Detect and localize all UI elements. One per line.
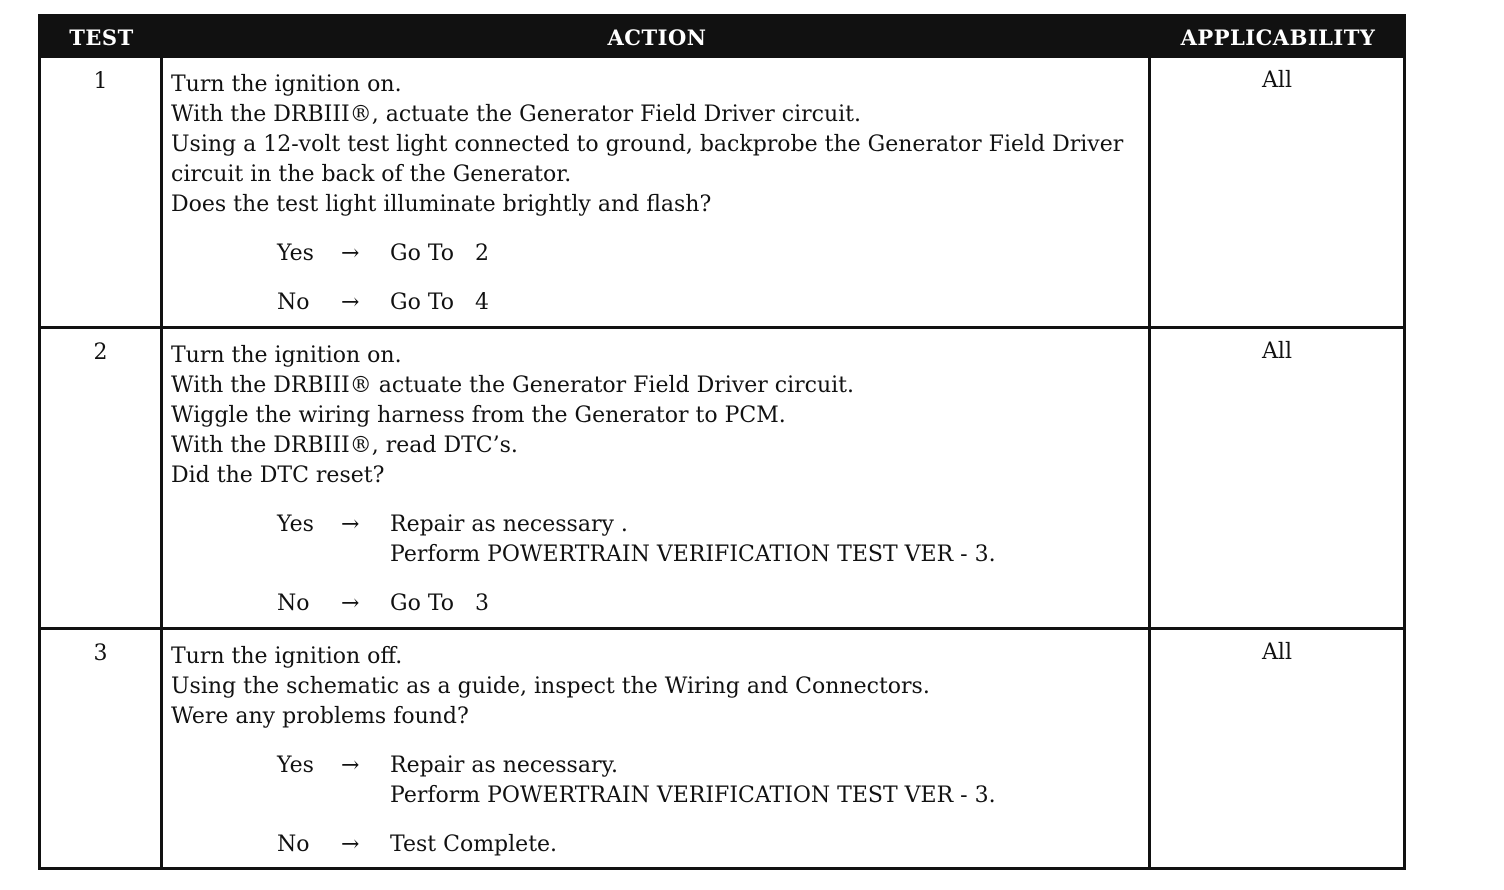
action-line: With the DRBIII®, actuate the Generator Field Driver circuit. — [171, 102, 861, 127]
arrow-icon: → — [341, 591, 360, 616]
action-cell — [171, 70, 1146, 318]
table-row — [41, 58, 1403, 326]
yes-outcome — [171, 510, 1146, 540]
yes-result: Repair as necessary. — [390, 753, 618, 778]
header-test: TEST — [69, 25, 134, 50]
action-cell — [171, 642, 1146, 860]
yes-outcome-continued — [171, 540, 1146, 570]
arrow-icon: → — [341, 241, 360, 266]
applicability-value: All — [1262, 68, 1292, 93]
no-label: No — [277, 832, 310, 857]
table-row — [41, 329, 1403, 627]
no-outcome — [171, 830, 1146, 860]
action-line: Turn the ignition off. — [171, 644, 403, 669]
yes-outcome — [171, 239, 1146, 269]
no-outcome — [171, 589, 1146, 619]
table-row — [41, 630, 1403, 870]
no-label: No — [277, 290, 310, 315]
no-result: Go To 4 — [390, 290, 489, 315]
applicability-value: All — [1262, 640, 1292, 665]
no-label: No — [277, 591, 310, 616]
applicability-value: All — [1262, 339, 1292, 364]
action-cell — [171, 341, 1146, 619]
yes-label: Yes — [277, 753, 314, 778]
no-outcome — [171, 288, 1146, 318]
action-line: Does the test light illuminate brightly and flash? — [171, 192, 712, 217]
arrow-icon: → — [341, 832, 360, 857]
test-number: 2 — [93, 340, 108, 365]
no-result: Test Complete. — [390, 832, 558, 857]
action-line: Wiggle the wiring harness from the Generator to PCM. — [171, 403, 786, 428]
arrow-icon: → — [341, 753, 360, 778]
diagnostic-table — [38, 14, 1406, 870]
test-number: 3 — [93, 641, 108, 666]
yes-label: Yes — [277, 512, 314, 537]
yes-result-2: Perform POWERTRAIN VERIFICATION TEST VER - 3. — [390, 783, 996, 808]
action-line: circuit in the back of the Generator. — [171, 162, 572, 187]
action-line: Using a 12-volt test light connected to ground, backprobe the Generator Field Driver — [171, 132, 1124, 157]
yes-result: Go To 2 — [390, 241, 489, 266]
no-result: Go To 3 — [390, 591, 489, 616]
action-line: With the DRBIII® actuate the Generator Field Driver circuit. — [171, 373, 854, 398]
yes-label: Yes — [277, 241, 314, 266]
action-line: Using the schematic as a guide, inspect the Wiring and Connectors. — [171, 674, 930, 699]
action-line: Were any problems found? — [171, 704, 469, 729]
header-action: ACTION — [607, 25, 707, 50]
action-line: Turn the ignition on. — [171, 72, 402, 97]
action-line: With the DRBIII®, read DTC’s. — [171, 433, 518, 458]
action-line: Turn the ignition on. — [171, 343, 402, 368]
arrow-icon: → — [341, 512, 360, 537]
yes-result: Repair as necessary . — [390, 512, 628, 537]
yes-result-2: Perform POWERTRAIN VERIFICATION TEST VER - 3. — [390, 542, 996, 567]
header-applicability: APPLICABILITY — [1180, 25, 1376, 50]
test-number: 1 — [93, 69, 108, 94]
table-header — [41, 17, 1403, 58]
action-line: Did the DTC reset? — [171, 463, 385, 488]
yes-outcome-continued — [171, 781, 1146, 811]
yes-outcome — [171, 751, 1146, 781]
arrow-icon: → — [341, 290, 360, 315]
